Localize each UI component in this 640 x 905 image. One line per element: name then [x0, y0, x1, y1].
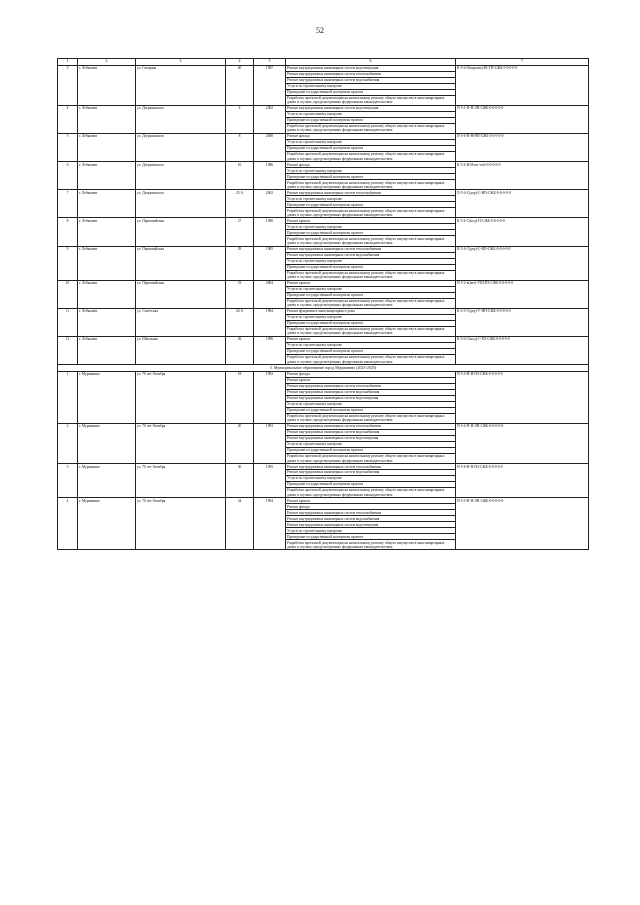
work-type-cell: Проведение государственной экспертизы проекта [286, 202, 456, 208]
street-cell: ул. 70 лет Октября [136, 371, 226, 423]
table-row [58, 424, 589, 430]
work-type-cell: Разработка проектной документации на капитальному ремонту общего имущества в многоквартирных домах в случаях, предусмотренных федеральным законодательством [286, 180, 456, 190]
work-type-cell: Проведение государственной экспертизы проекта [286, 174, 456, 180]
building-code-cell: П-5-4-П-Н-ЛП-СЖБ-0-0-0-0-0 [456, 424, 589, 464]
house-number-cell: 53 [226, 280, 254, 308]
work-type-cell: Разработка проектной документации на капитальному ремонту общего имущества в многоквартирных домах в случаях, предусмотренных федеральным законодательством [286, 236, 456, 246]
section-row [58, 365, 589, 372]
row-number: 1 [58, 371, 78, 423]
work-type-cell: Разработка проектной документации на капитальному ремонту общего имущества в многоквартирных домах в случаях, предусмотренных федеральным законодательством [286, 208, 456, 218]
table-row [58, 308, 589, 314]
city-cell: г. Лебяжиеи [78, 134, 136, 162]
street-cell: ул. 70 лет Октября [136, 424, 226, 464]
work-type-cell: Ремонт внутридомовых инженерных систем водоотведения [286, 105, 456, 111]
row-number: 5 [58, 134, 78, 162]
city-cell: г. Лебяжиеи [78, 308, 136, 336]
building-code-cell: П-5-4-С(дер)-С-НП-СЖБ-0-0-0-0-0 [456, 190, 589, 218]
table-row [58, 246, 589, 252]
column-number: 1 [58, 59, 78, 66]
work-type-cell: Услуги по строительному контролю [286, 476, 456, 482]
building-code-cell: К-5-4-С(дер)-С-НП-СЖБ-0-0-0-0-0 [456, 246, 589, 280]
work-type-cell: Услуги по строительному контролю [286, 441, 456, 447]
work-type-cell: Проведение государственной экспертизы проекта [286, 534, 456, 540]
street-cell: ул. 70 лет Октября [136, 498, 226, 550]
row-number: 4 [58, 105, 78, 133]
street-cell: ул. Дзержинского [136, 190, 226, 218]
work-type-cell: Услуги по строительному контролю [286, 286, 456, 292]
building-code-cell: П-5-5-Н-Н-ЛП-СЖБ-0-0-0-0-0 [456, 498, 589, 550]
year-cell: 2000 [254, 134, 286, 162]
work-type-cell: Ремонт внутридомовых инженерных систем теплоснабжения [286, 424, 456, 430]
work-type-cell: Разработка проектной документации на капитальному ремонту общего имущества в многоквартирных домах в случаях, предусмотренных федеральным законодательством [286, 453, 456, 463]
work-type-cell: Ремонт кровли [286, 218, 456, 224]
work-type-cell: Услуги по строительному контролю [286, 314, 456, 320]
work-type-cell: Разработка проектной документации на капитальному ремонту общего имущества в многоквартирных домах в случаях, предусмотренных федеральным законодательством [286, 540, 456, 550]
city-cell: г. Лебяжиеи [78, 246, 136, 280]
work-type-cell: Услуги по строительному контролю [286, 342, 456, 348]
house-number-cell: 26 [226, 337, 254, 365]
work-type-cell: Ремонт внутридомовых инженерных систем водоотведения [286, 65, 456, 71]
work-type-cell: Ремонт фундамента многоквартирного дома [286, 308, 456, 314]
year-cell: 1986 [254, 162, 286, 190]
work-type-cell: Разработка проектной документации на капитальному ремонту общего имущества в многоквартирных домах в случаях, предусмотренных федеральным законодательством [286, 270, 456, 280]
column-number: 4 [226, 59, 254, 66]
row-number: 3 [58, 464, 78, 498]
year-cell: 1985 [254, 246, 286, 280]
house-number-cell: 20 [226, 424, 254, 464]
work-type-cell: Услуги по строительному контролю [286, 83, 456, 89]
work-type-cell: Разработка проектной документации на капитальному ремонту общего имущества в многоквартирных домах в случаях, предусмотренных федеральным законодательством [286, 123, 456, 133]
building-code-cell: К-5-4-Н-Н-шт-смб-0-0-0-0-0 [456, 162, 589, 190]
work-type-cell: Ремонт фасада [286, 162, 456, 168]
year-cell: 1993 [254, 424, 286, 464]
work-type-cell: Ремонт внутридомовых инженерных систем теплоснабжения [286, 246, 456, 252]
row-number: 5 [58, 65, 78, 105]
house-number-cell: 24 А [226, 308, 254, 336]
work-type-cell: Разработка проектной документации на капитальному ремонту общего имущества в многоквартирных домах в случаях, предусмотренных федеральным законодательством [286, 151, 456, 161]
row-number: 11 [58, 308, 78, 336]
year-cell: 1994 [254, 498, 286, 550]
work-type-cell: Ремонт внутридомовых инженерных систем теплоснабжения [286, 71, 456, 77]
work-type-cell: Ремонт внутридомовых инженерных систем водоснабжения [286, 516, 456, 522]
table-row [58, 105, 589, 111]
work-type-cell: Ремонт внутридомовых инженерных систем водоотведения [286, 395, 456, 401]
year-cell: 2002 [254, 105, 286, 133]
building-code-cell: К-2-3-С(дер)-У-НП-СЖБ-0-0-0-0-0 [456, 308, 589, 336]
building-code-cell: П-5-1-П-Н-ЛП-СЖБ-0-0-0-0-0 [456, 105, 589, 133]
street-cell: ул. Дзержинского [136, 105, 226, 133]
work-type-cell: Ремонт внутридомовых инженерных систем водоотведения [286, 522, 456, 528]
city-cell: г. Мурманино [78, 424, 136, 464]
city-cell: г. Лебяжиеи [78, 337, 136, 365]
row-number: 8 [58, 218, 78, 246]
work-type-cell: Проведение государственной экспертизы проекта [286, 407, 456, 413]
work-type-cell: Разработка проектной документации на капитальному ремонту общего имущества в многоквартирных домах в случаях, предусмотренных федеральным законодательством [286, 95, 456, 105]
street-cell: ул. Советская [136, 308, 226, 336]
work-type-cell: Ремонт внутридомовых инженерных систем водоотведения [286, 435, 456, 441]
work-type-cell: Ремонт внутридомовых инженерных систем водоснабжения [286, 389, 456, 395]
street-cell: ул. Первомайская [136, 218, 226, 246]
work-type-cell: Ремонт фасада [286, 371, 456, 377]
work-type-cell: Ремонт внутридомовых инженерных систем водоснабжения [286, 252, 456, 258]
city-cell: г. Лебяжиеи [78, 280, 136, 308]
street-cell: ул. Школьная [136, 337, 226, 365]
row-number: 9 [58, 246, 78, 280]
house-number-cell: 4 [226, 105, 254, 133]
row-number: 10 [58, 280, 78, 308]
building-code-cell: П-5-6-П-Н-НП-СЖБ-0-0-0-0-0 [456, 134, 589, 162]
city-cell: г. Лебяжиеи [78, 218, 136, 246]
house-number-cell: 8 [226, 134, 254, 162]
column-number: 7 [456, 59, 589, 66]
work-type-cell: Разработка проектной документации на капитальному ремонту общего имущества в многоквартирных домах в случаях, предусмотренных федеральным законодательством [286, 298, 456, 308]
row-number: 2 [58, 424, 78, 464]
street-cell: ул. Первомайская [136, 280, 226, 308]
work-type-cell: Ремонт фасада [286, 504, 456, 510]
work-type-cell: Проведение государственной экспертизы проекта [286, 292, 456, 298]
row-number: 6 [58, 162, 78, 190]
city-cell: г. Мурманино [78, 371, 136, 423]
column-number: 6 [286, 59, 456, 66]
work-type-cell: Ремонт внутридомовых инженерных систем теплоснабжения [286, 464, 456, 470]
work-type-cell: Услуги по строительному контролю [286, 528, 456, 534]
city-cell: г. Лебяжиеи [78, 65, 136, 105]
work-type-cell: Разработка проектной документации на капитальному ремонту общего имущества в многоквартирных домах в случаях, предусмотренных федеральным законодательством [286, 413, 456, 423]
street-cell: ул. 70 лет Октября [136, 464, 226, 498]
year-cell: 1996 [254, 337, 286, 365]
year-cell: 2004 [254, 280, 286, 308]
building-code-cell: П-5-2-к(мет)-УШ-ПЗ-СЖБ-0-0-0-0-0 [456, 280, 589, 308]
city-cell: г. Лебяжиеи [78, 162, 136, 190]
house-number-cell: 34 [226, 498, 254, 550]
row-number: 12 [58, 337, 78, 365]
work-type-cell: Разработка проектной документации на капитальному ремонту общего имущества в многоквартирных домах в случаях, предусмотренных федеральным законодательством [286, 488, 456, 498]
house-number-cell: 40 [226, 65, 254, 105]
house-number-cell: 10 [226, 162, 254, 190]
work-type-cell: Услуги по строительному контролю [286, 168, 456, 174]
work-type-cell: Ремонт внутридомовых инженерных систем водоснабжения [286, 470, 456, 476]
work-type-cell: Проведение государственной экспертизы проекта [286, 117, 456, 123]
city-cell: г. Мурманино [78, 498, 136, 550]
work-type-cell: Разработка проектной документации на капитальному ремонту общего имущества в многоквартирных домах в случаях, предусмотренных федеральным законодательством [286, 326, 456, 336]
column-number: 5 [254, 59, 286, 66]
work-type-cell: Ремонт внутридомовых инженерных систем теплоснабжения [286, 510, 456, 516]
work-type-cell: Ремонт внутридомовых инженерных систем теплоснабжения [286, 190, 456, 196]
year-cell: 1992 [254, 371, 286, 423]
work-type-cell: Услуги по строительному контролю [286, 401, 456, 407]
year-cell: 1987 [254, 65, 286, 105]
work-type-cell: Услуги по строительному контролю [286, 140, 456, 146]
work-type-cell: Проведение государственной экспертизы проекта [286, 230, 456, 236]
city-cell: г. Лебяжиеи [78, 105, 136, 133]
street-cell: ул. Дзержинского [136, 134, 226, 162]
work-type-cell: Проведение государственной экспертизы проекта [286, 264, 456, 270]
building-code-cell: К-5-6-С(мсд)-С-ПЗ-СЖБ-0-0-0-0-0 [456, 337, 589, 365]
work-type-cell: Ремонт внутридомовых инженерных систем водоснабжения [286, 429, 456, 435]
work-type-cell: Ремонт внутридомовых инженерных систем теплоснабжения [286, 383, 456, 389]
building-code-cell: К-5-4-С(мсд)-П-СЖБ-0-0-0-0-0 [456, 218, 589, 246]
work-type-cell: Проведение государственной экспертизы проекта [286, 89, 456, 95]
work-type-cell: Проведение государственной экспертизы проекта [286, 348, 456, 354]
repair-register-table [57, 58, 589, 550]
work-type-cell: Ремонт кровли [286, 337, 456, 343]
column-number: 2 [78, 59, 136, 66]
work-type-cell: Услуги по строительному контролю [286, 258, 456, 264]
year-cell: 2002 [254, 190, 286, 218]
house-number-cell: 30 [226, 464, 254, 498]
work-type-cell: Услуги по строительному контролю [286, 224, 456, 230]
page-number: 52 [316, 26, 324, 35]
section-title: 5. Муниципальное образование город Мурманино (2023-2025) [58, 365, 589, 372]
work-type-cell: Проведение государственной экспертизы проекта [286, 482, 456, 488]
row-number: 7 [58, 190, 78, 218]
year-cell: 1995 [254, 464, 286, 498]
work-type-cell: Ремонт фасада [286, 134, 456, 140]
work-type-cell: Проведение государственной экспертизы проекта [286, 146, 456, 152]
house-number-cell: 18 [226, 371, 254, 423]
building-code-cell: П-5-6-Н-Н-ПЗ-СЖБ-0-0-0-0-0 [456, 464, 589, 498]
year-cell: 1984 [254, 308, 286, 336]
column-number: 3 [136, 59, 226, 66]
work-type-cell: Ремонт кровли [286, 498, 456, 504]
street-cell: ул. Гагарина [136, 65, 226, 105]
house-number-cell: 29 [226, 246, 254, 280]
city-cell: г. Мурманино [78, 464, 136, 498]
work-type-cell: Проведение государственной экспертизы проекта [286, 447, 456, 453]
city-cell: г. Лебяжиеи [78, 190, 136, 218]
table-row [58, 464, 589, 470]
building-code-cell: П-5-4-Н-Н-ПЗ-СЖБ-0-0-0-0-0 [456, 371, 589, 423]
street-cell: ул. Дзержинского [136, 162, 226, 190]
work-type-cell: Ремонт кровли [286, 377, 456, 383]
row-number: 4 [58, 498, 78, 550]
work-type-cell: Проведение государственной экспертизы проекта [286, 320, 456, 326]
work-type-cell: Ремонт внутридомовых инженерных систем водоснабжения [286, 77, 456, 83]
work-type-cell: Услуги по строительному контролю [286, 111, 456, 117]
work-type-cell: Ремонт кровли [286, 280, 456, 286]
house-number-cell: 27 [226, 218, 254, 246]
table-row [58, 65, 589, 71]
table-row [58, 190, 589, 196]
street-cell: ул. Первомайская [136, 246, 226, 280]
column-number-row [58, 59, 589, 66]
house-number-cell: 25 А [226, 190, 254, 218]
work-type-cell: Разработка проектной документации на капитальному ремонту общего имущества в многоквартирных домах в случаях, предусмотренных федеральным законодательством [286, 354, 456, 364]
building-code-cell: К-5-6-О(кирпич)-Ш-ТП-СЖБ-0-0-0-0-0 [456, 65, 589, 105]
work-type-cell: Услуги по строительному контролю [286, 196, 456, 202]
year-cell: 1980 [254, 218, 286, 246]
